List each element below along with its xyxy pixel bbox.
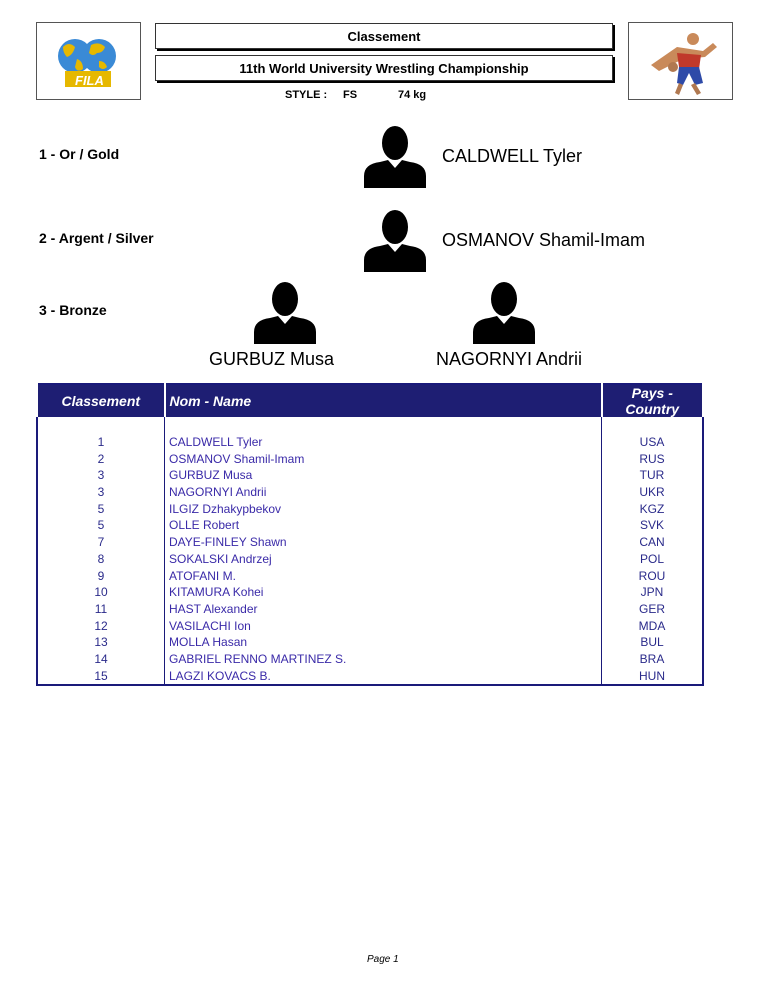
- event-title: 11th World University Wrestling Championship: [155, 55, 613, 81]
- page-number: Page 1: [367, 954, 399, 965]
- rank-cell: 11: [37, 601, 165, 618]
- avatar-bronze-1: [254, 280, 316, 344]
- avatar-silver: [364, 208, 426, 272]
- table-row: [37, 500, 703, 517]
- name-cell: MOLLA Hasan: [169, 635, 248, 650]
- table-row: [37, 534, 703, 551]
- name-cell: OLLE Robert: [169, 518, 240, 533]
- bronze-name-1: GURBUZ Musa: [209, 349, 335, 369]
- table-row: [37, 634, 703, 651]
- style-label: STYLE :: [285, 89, 328, 101]
- table-row: [37, 551, 703, 568]
- country-cell: BUL: [602, 634, 704, 651]
- name-cell: DAYE-FINLEY Shawn: [169, 535, 287, 550]
- table-row: [37, 517, 703, 534]
- table-row: [37, 601, 703, 618]
- country-cell: KGZ: [602, 500, 704, 517]
- table-header-row: [37, 384, 703, 417]
- name-cell: VASILACHI Ion: [169, 618, 251, 633]
- logo-text: FILA: [75, 73, 104, 88]
- country-cell: TUR: [602, 467, 704, 484]
- wrestler-logo: [628, 22, 733, 100]
- table-row: [37, 484, 703, 501]
- country-cell: USA: [602, 434, 704, 451]
- country-cell: POL: [602, 551, 704, 568]
- country-cell: ROU: [602, 567, 704, 584]
- country-cell: RUS: [602, 450, 704, 467]
- avatar-bronze-2: [473, 280, 535, 344]
- table-row: [37, 567, 703, 584]
- bronze-label: 3 - Bronze: [39, 302, 107, 318]
- country-cell: CAN: [602, 534, 704, 551]
- table-row: [37, 584, 703, 601]
- rank-cell: 8: [37, 551, 165, 568]
- table-row: [37, 667, 703, 685]
- fila-logo: [36, 22, 141, 100]
- rank-cell: 5: [37, 500, 165, 517]
- table-row: [37, 450, 703, 467]
- rank-cell: 12: [37, 617, 165, 634]
- gold-name: CALDWELL Tyler: [442, 146, 583, 166]
- header-name: Nom - Name: [165, 384, 602, 417]
- header-rank: Classement: [37, 384, 165, 417]
- country-cell: JPN: [602, 584, 704, 601]
- table-body: [37, 417, 703, 685]
- name-cell: NAGORNYI Andrii: [169, 485, 267, 500]
- name-cell: ATOFANI M.: [169, 568, 236, 583]
- name-cell: GURBUZ Musa: [169, 468, 253, 483]
- name-cell: GABRIEL RENNO MARTINEZ S.: [169, 651, 347, 666]
- table-row: [37, 617, 703, 634]
- name-cell: KITAMURA Kohei: [169, 585, 264, 600]
- table-row: [37, 651, 703, 668]
- rank-cell: 5: [37, 517, 165, 534]
- country-cell: SVK: [602, 517, 704, 534]
- rank-cell: 10: [37, 584, 165, 601]
- country-cell: GER: [602, 601, 704, 618]
- country-cell: HUN: [602, 667, 704, 685]
- rank-cell: 3: [37, 484, 165, 501]
- rank-cell: 14: [37, 651, 165, 668]
- rank-cell: 9: [37, 567, 165, 584]
- header-country: Pays - Country: [602, 384, 704, 417]
- table-row: [37, 467, 703, 484]
- weight-class: 74 kg: [398, 89, 427, 101]
- name-cell: HAST Alexander: [169, 601, 258, 616]
- silver-label: 2 - Argent / Silver: [39, 230, 154, 246]
- gold-label: 1 - Or / Gold: [39, 146, 120, 162]
- rank-cell: 1: [37, 434, 165, 451]
- avatar-gold: [364, 124, 426, 188]
- results-table: [36, 383, 704, 686]
- name-cell: SOKALSKI Andrzej: [169, 551, 272, 566]
- rank-cell: 2: [37, 450, 165, 467]
- name-cell: OSMANOV Shamil-Imam: [169, 451, 305, 466]
- rank-cell: 15: [37, 667, 165, 685]
- page-title: Classement: [155, 23, 613, 49]
- country-cell: BRA: [602, 651, 704, 668]
- country-cell: UKR: [602, 484, 704, 501]
- silver-name: OSMANOV Shamil-Imam: [442, 230, 646, 250]
- wrestlers-icon: [629, 23, 732, 99]
- name-cell: CALDWELL Tyler: [169, 435, 263, 450]
- name-cell: ILGIZ Dzhakypbekov: [169, 501, 282, 516]
- style-value: FS: [343, 89, 358, 101]
- rank-cell: 7: [37, 534, 165, 551]
- rank-cell: 13: [37, 634, 165, 651]
- rank-cell: 3: [37, 467, 165, 484]
- bronze-name-2: NAGORNYI Andrii: [436, 349, 583, 369]
- country-cell: MDA: [602, 617, 704, 634]
- table-row: [37, 434, 703, 451]
- name-cell: LAGZI KOVACS B.: [169, 668, 271, 683]
